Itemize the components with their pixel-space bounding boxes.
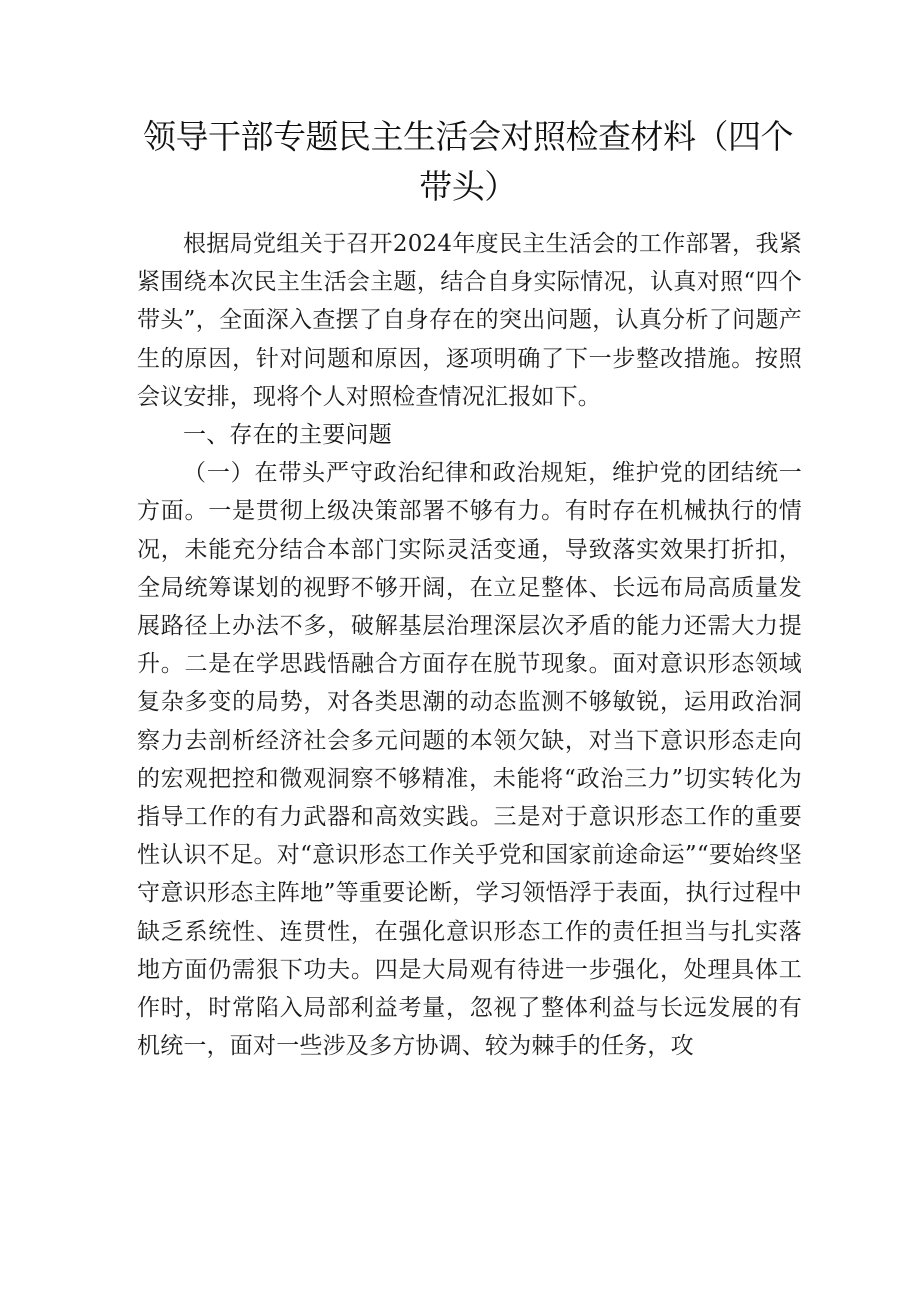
document-title: 领导干部专题民主生活会对照检查材料（四个带头） [143,117,793,206]
intro-paragraph: 根据局党组关于召开2024年度民主生活会的工作部署，我紧紧围绕本次民主生活会主题，结合自身实际情况，认真对照“四个带头”，全面深入查摆了自身存在的突出问题，认真分析了问题产生的原因，针对问题和原因，逐项明确了下一步整改措施。按照会议安排，现将个人对照检查情况汇报如下。 [137,231,802,410]
document-body [137,225,802,1065]
subsection-paragraph: （一）在带头严守政治纪律和政治规矩，维护党的团结统一方面。一是贯彻上级决策部署不够有力。有时存在机械执行的情况，未能充分结合本部门实际灵活变通，导致落实效果打折扣，全局统筹谋划的视野不够开阔，在立足整体、长远布局高质量发展路径上办法不多，破解基层治理深层次矛盾的能力还需大力提升。二是在学思践悟融合方面存在脱节现象。面对意识形态领域复杂多变的局势，对各类思潮的动态监测不够敏锐，运用政治洞察力去剖析经济社会多元问题的本领欠缺，对当下意识形态走向的宏观把控和微观洞察不够精准，未能将“政治三力”切实转化为指导工作的有力武器和高效实践。三是对于意识形态工作的重要性认识不足。对“意识形态工作关乎党和国家前途命运”“要始终坚守意识形态主阵地”等重要论断，学习领悟浮于表面，执行过程中缺乏系统性、连贯性，在强化意识形态工作的责任担当与扎实落地方面仍需狠下功夫。四是大局观有待进一步强化，处理具体工作时，时常陷入局部利益考量，忽视了整体利益与长远发展的有机统一，面对一些涉及多方协调、较为棘手的任务，攻 [137,460,802,1060]
section-heading: 一、存在的主要问题 [183,422,392,449]
